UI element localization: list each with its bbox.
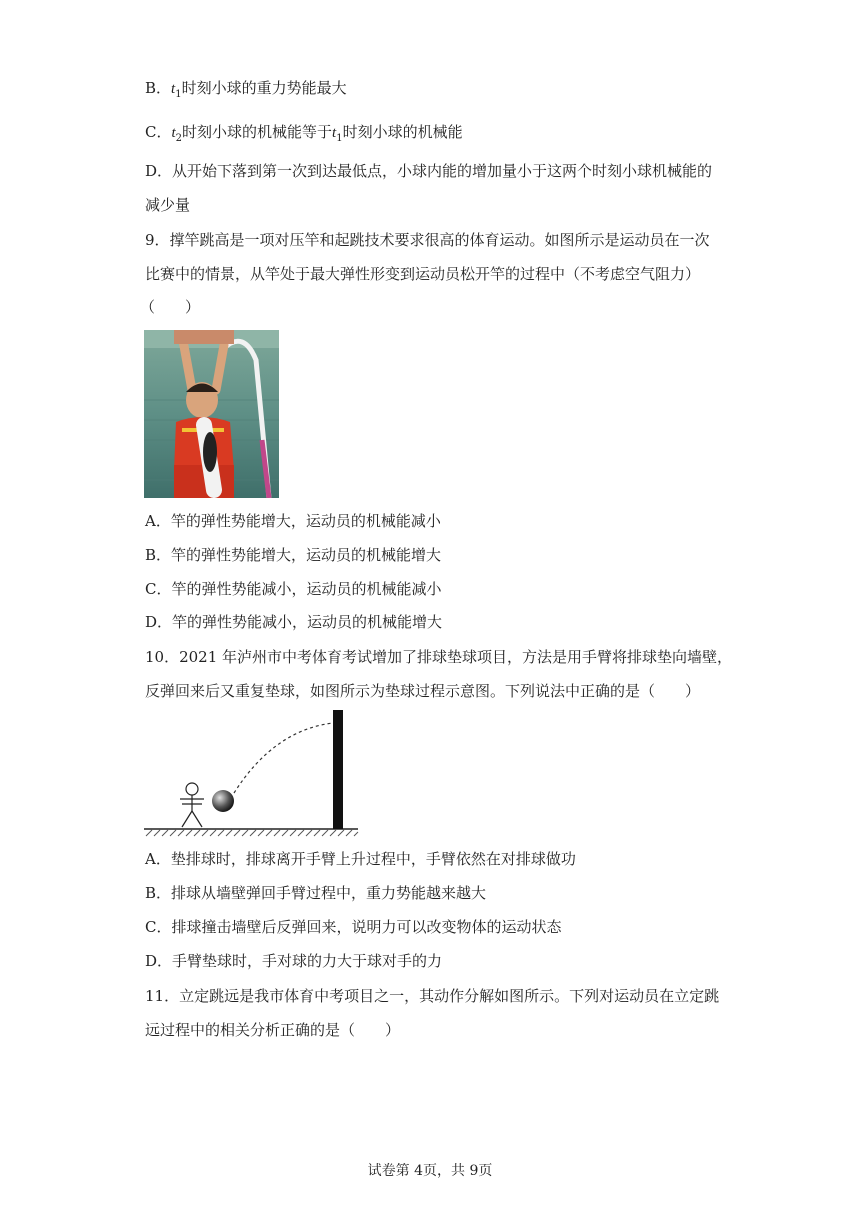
q9-option-c: C．竿的弹性势能减小，运动员的机械能减小 — [145, 580, 442, 598]
q8-option-c: C．$t_2$时刻小球的机械能等于$t_1$时刻小球的机械能 — [145, 123, 463, 144]
q9-answer-paren: （ ） — [140, 298, 201, 316]
q11-stem-line2: 远过程中的相关分析正确的是（ ） — [145, 1021, 401, 1039]
pole-vault-photo — [144, 330, 279, 498]
q11-stem-line1: 11．立定跳远是我市体育中考项目之一，其动作分解如图所示。下列对运动员在立定跳 — [145, 987, 720, 1005]
q9-stem-line2: 比赛中的情景，从竿处于最大弹性形变到运动员松开竿的过程中（不考虑空气阻力） — [145, 265, 701, 283]
q9-stem-line1: 9．撑竿跳高是一项对压竿和起跳技术要求很高的体育运动。如图所示是运动员在一次 — [145, 231, 710, 249]
q10-option-b: B．排球从墙壁弹回手臂过程中，重力势能越来越大 — [145, 884, 487, 902]
q9-option-b: B．竿的弹性势能增大，运动员的机械能增大 — [145, 546, 442, 564]
q10-stem-line1: 10．2021 年泸州市中考体育考试增加了排球垫球项目，方法是用手臂将排球垫向墙壁， — [145, 648, 733, 666]
q9-option-a: A．竿的弹性势能增大，运动员的机械能减小 — [145, 512, 441, 530]
q8-option-d-line2: 减少量 — [145, 196, 191, 214]
q10-option-a: A．垫排球时，排球离开手臂上升过程中，手臂依然在对排球做功 — [145, 850, 576, 868]
q8-option-b: B．$t_1$时刻小球的重力势能最大 — [145, 79, 347, 100]
q8-option-d-line1: D．从开始下落到第一次到达最低点，小球内能的增加量小于这两个时刻小球机械能的 — [145, 162, 713, 180]
q10-option-d: D．手臂垫球时，手对球的力大于球对手的力 — [145, 952, 443, 970]
q10-option-c: C．排球撞击墙壁后反弹回来，说明力可以改变物体的运动状态 — [145, 918, 562, 936]
q10-stem-line2: 反弹回来后又重复垫球，如图所示为垫球过程示意图。下列说法中正确的是（ ） — [145, 682, 701, 700]
page-footer: 试卷第 4页，共 9页 — [367, 1163, 493, 1179]
q9-option-d: D．竿的弹性势能减小，运动员的机械能增大 — [145, 613, 443, 631]
volleyball-diagram — [144, 705, 364, 840]
